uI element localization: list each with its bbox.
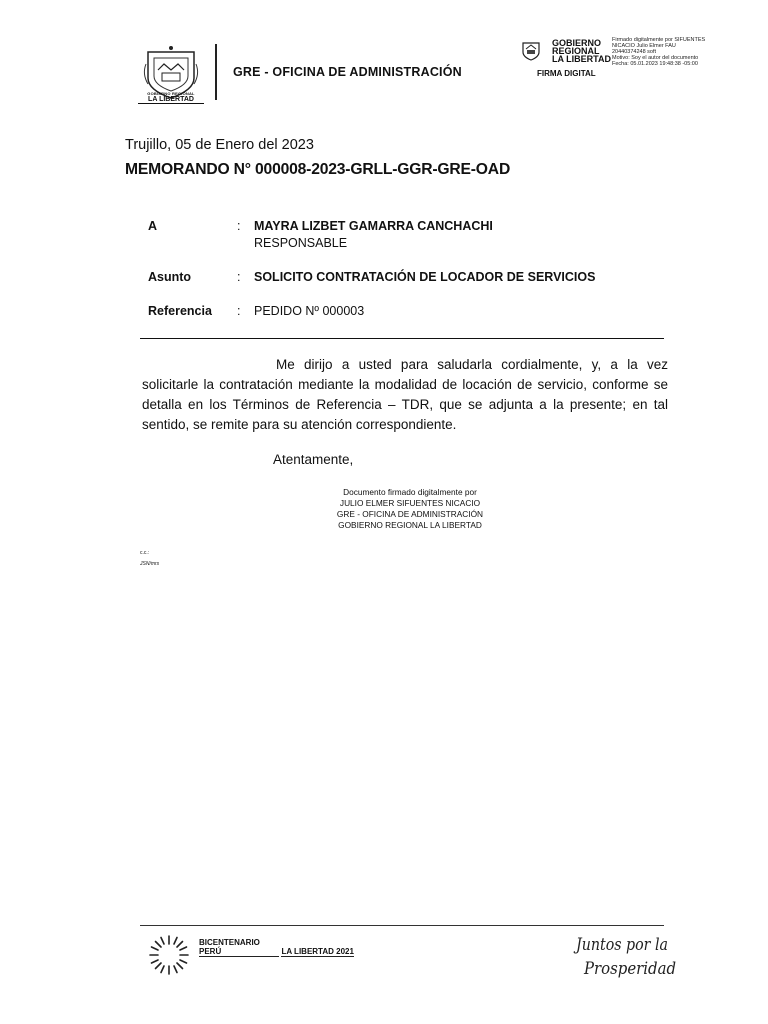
initials: JSN/mrs (140, 561, 160, 567)
body-paragraph: Me dirijo a usted para saludarla cordialmente, y, a la vez solicitarle la contratación mediante la modalidad de locación de servicio, conforme se detalla en los Términos de Referencia – TDR, que se adjunta a la presente; en tal sentido, se remite para su atención correspondiente. (142, 357, 668, 432)
memo-body (142, 355, 668, 435)
cc-label: c.c.: (140, 550, 150, 556)
signature-info (612, 37, 705, 67)
sig-info-line: Motivo: Soy el autor del documento (612, 55, 699, 61)
signature-label: FIRMA DIGITAL (537, 69, 596, 78)
reference-colon: : (237, 304, 241, 318)
subject-colon: : (237, 270, 241, 284)
bicentenario-sun-icon (146, 932, 192, 978)
reference-value: PEDIDO Nº 000003 (254, 304, 365, 318)
slogan-line2: Prosperidad (583, 959, 677, 979)
sig-org-line3: LA LIBERTAD (552, 54, 611, 64)
closing: Atentamente, (273, 452, 354, 467)
regional-logo-icon (520, 40, 542, 62)
to-name: MAYRA LIZBET GAMARRA CANCHACHI (254, 219, 493, 233)
sig-info-line: 20440374248 soft (612, 49, 657, 55)
signed-line: JULIO ELMER SIFUENTES NICACIO (339, 498, 481, 508)
signed-block (300, 487, 520, 531)
signed-line: GRE - OFICINA DE ADMINISTRACIÓN (336, 509, 484, 519)
to-colon: : (237, 219, 241, 233)
sig-info-line: NICACIO Julio Elmer FAU (612, 43, 676, 49)
bic-line2: PERÚ (199, 947, 279, 957)
subject-value: SOLICITO CONTRATACIÓN DE LOCADOR DE SERVICIOS (254, 270, 596, 284)
slogan-line1: Juntos por la (573, 935, 668, 955)
bic-line3: LA LIBERTAD 2021 (281, 947, 354, 956)
to-label: A (148, 219, 158, 233)
crest-org-top: GOBIERNO REGIONAL (147, 91, 195, 96)
sig-org-line2: REGIONAL (552, 46, 600, 56)
to-role: RESPONSABLE (254, 236, 348, 250)
sig-info-line: Firmado digitalmente por SIFUENTES (612, 37, 706, 43)
signed-line: Documento firmado digitalmente por (343, 487, 477, 497)
office-title: GRE - OFICINA DE ADMINISTRACIÓN (233, 65, 462, 79)
subject-label: Asunto (148, 270, 192, 284)
section-divider (140, 338, 664, 339)
place-date: Trujillo, 05 de Enero del 2023 (125, 137, 314, 153)
reference-label: Referencia (148, 304, 212, 318)
footer-divider (140, 925, 664, 926)
header-divider (215, 44, 217, 100)
crest-org-bottom: LA LIBERTAD (138, 96, 204, 104)
bic-line1: BICENTENARIO (199, 938, 260, 947)
slogan-logo (570, 930, 677, 980)
sig-info-line: Fecha: 05.01.2023 19:48:38 -05:00 (612, 61, 698, 67)
bicentenario-text (199, 938, 354, 957)
signed-line: GOBIERNO REGIONAL LA LIBERTAD (338, 520, 482, 530)
sig-org-line1: GOBIERNO (552, 38, 602, 48)
memo-number: MEMORANDO N° 000008-2023-GRLL-GGR-GRE-OAD (125, 161, 511, 178)
signature-org (552, 39, 611, 63)
